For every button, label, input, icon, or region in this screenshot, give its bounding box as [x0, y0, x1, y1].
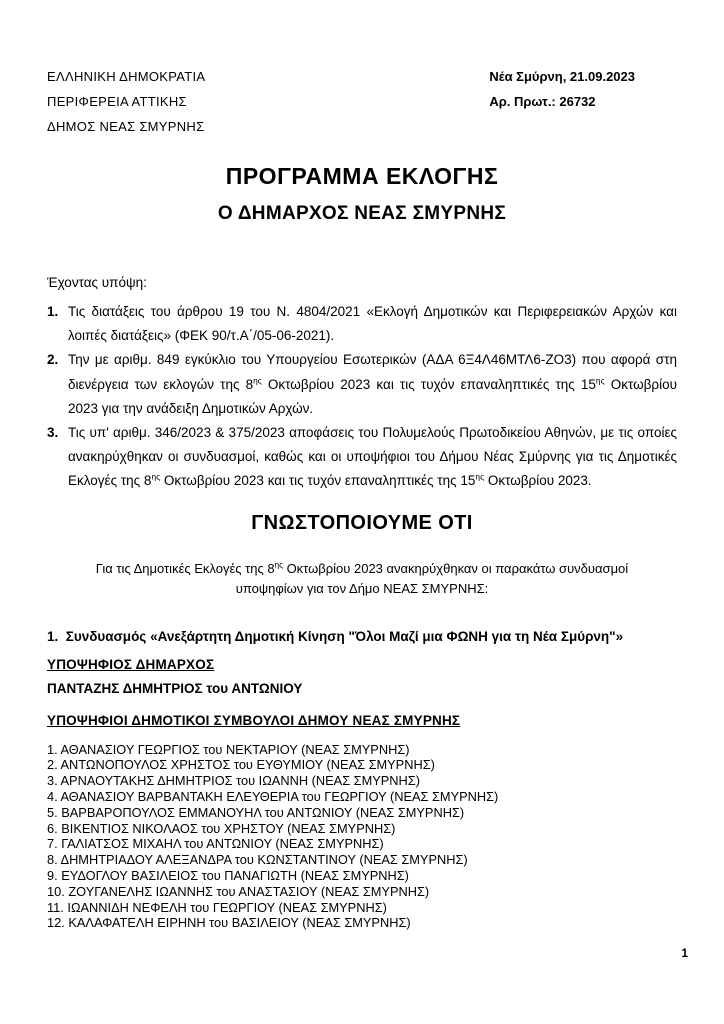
council-candidate-item: 12. ΚΑΛΑΦΑΤΕΛΗ ΕΙΡΗΝΗ του ΒΑΣΙΛΕΙΟΥ (ΝΕΑΣ ΣΜΥΡΝΗΣ) — [47, 915, 411, 931]
consideration-text: Τις υπ' αριθμ. 346/2023 & 375/2023 αποφάσεις του Πολυμελούς Πρωτοδικείου Αθηνών, με τις οποίες ανακηρύχθηκαν οι συνδυασμοί, καθώς και οι υποψήφιοι του Δήμου Νέας Σμύρνης για τις Δημοτικές Εκλογές της $8^{\eta\varsigma}$ Οκτωβρίου 2023 και τις τυχόν επαναληπτικές της $15^{\eta\varsigma}$ Οκτωβρίου 2023. — [68, 425, 677, 489]
council-candidate-item: 5. ΒΑΡΒΑΡΟΠΟΥΛΟΣ ΕΜΜΑΝΟΥΗΛ του ΑΝΤΩΝΙΟΥ (ΝΕΑΣ ΣΜΥΡΝΗΣ) — [47, 804, 465, 820]
council-candidate-item: 1. ΑΘΑΝΑΣΙΟΥ ΓΕΩΡΓΙΟΣ του ΝΕΚΤΑΡΙΟΥ (ΝΕΑΣ ΣΜΥΡΝΗΣ) — [47, 741, 410, 757]
consideration-item — [47, 300, 677, 348]
consideration-text: Τις διατάξεις του άρθρου 19 του Ν. 4804/2021 «Εκλογή Δημοτικών και Περιφερειακών Αρχών και λοιπές διατάξεις» (ΦΕΚ 90/τ.Α΄/05-06-2021). — [68, 304, 677, 344]
date-protocol-line: Αρ. Πρωτ.: 26732 — [489, 94, 596, 109]
combination-name-line: 1. Συνδυασμός «Ανεξάρτητη Δημοτική Κίνηση "Όλοι Μαζί μια ΦΩΝΗ για τη Νέα Σμύρνη"» — [47, 628, 624, 644]
document-subtitle: Ο ΔΗΜΑΡΧΟΣ ΝΕΑΣ ΣΜΥΡΝΗΣ — [217, 203, 507, 224]
council-candidate-item: 10. ΖΟΥΓΑΝΕΛΗΣ ΙΩΑΝΝΗΣ του ΑΝΑΣΤΑΣΙΟΥ (ΝΕΑΣ ΣΜΥΡΝΗΣ) — [47, 883, 430, 899]
announcement-heading: ΓΝΩΣΤΟΠΟΙΟΥΜΕ ΟΤΙ — [251, 511, 473, 534]
council-candidate-item: 11. ΙΩΑΝΝΙΔΗ ΝΕΦΕΛΗ του ΓΕΩΡΓΙΟΥ (ΝΕΑΣ ΣΜΥΡΝΗΣ) — [47, 899, 387, 915]
considerations-list — [47, 300, 677, 494]
issuing-authority-line: ΔΗΜΟΣ ΝΕΑΣ ΣΜΥΡΝΗΣ — [47, 119, 205, 134]
council-candidate-item: 6. ΒΙΚΕΝΤΙΟΣ ΝΙΚΟΛΑΟΣ του ΧΡΗΣΤΟΥ (ΝΕΑΣ ΣΜΥΡΝΗΣ) — [47, 820, 396, 836]
mayor-candidate-name: ΠΑΝΤΑΖΗΣ ΔΗΜΗΤΡΙΟΣ του ΑΝΤΩΝΙΟΥ — [47, 680, 303, 696]
council-candidate-item: 7. ΓΑΛΙΑΤΣΟΣ ΜΙΧΑΗΛ του ΑΝΤΩΝΙΟΥ (ΝΕΑΣ ΣΜΥΡΝΗΣ) — [47, 836, 384, 852]
consideration-item — [47, 421, 677, 494]
date-protocol-line: Νέα Σμύρνη, 21.09.2023 — [489, 69, 635, 84]
document-title: ΠΡΟΓΡΑΜΜΑ ΕΚΛΟΓΗΣ — [225, 163, 499, 189]
council-candidate-item: 8. ΔΗΜΗΤΡΙΑΔΟΥ ΑΛΕΞΑΝΔΡΑ του ΚΩΝΣΤΑΝΤΙΝΟΥ (ΝΕΑΣ ΣΜΥΡΝΗΣ) — [47, 852, 468, 868]
council-candidate-item: 4. ΑΘΑΝΑΣΙΟΥ ΒΑΡΒΑΝΤΑΚΗ ΕΛΕΥΘΕΡΙΑ του ΓΕΩΡΓΙΟΥ (ΝΕΑΣ ΣΜΥΡΝΗΣ) — [47, 789, 499, 805]
council-candidates-list — [47, 742, 677, 932]
issuing-authority-block — [47, 64, 205, 139]
consideration-text: Την με αριθμ. 849 εγκύκλιο του Υπουργείου Εσωτερικών (ΑΔΑ 6Ξ4Λ46ΜΤΛ6-ΖΟ3) που αφορά στη διενέργεια των εκλογών της $8^{\eta\varsigma}$ Οκτωβρίου 2023 και τις τυχόν επαναληπτικές της $15^{\eta\varsigma}$ Οκτωβρίου 2023 για την ανάδειξη Δημοτικών Αρχών. — [68, 352, 677, 416]
council-candidate-item: 2. ΑΝΤΩΝΟΠΟΥΛΟΣ ΧΡΗΣΤΟΣ του ΕΥΘΥΜΙΟΥ (ΝΕΑΣ ΣΜΥΡΝΗΣ) — [47, 757, 435, 773]
council-candidate-item: 9. ΕΥΔΟΓΛΟΥ ΒΑΣΙΛΕΙΟΣ του ΠΑΝΑΓΙΩΤΗ (ΝΕΑΣ ΣΜΥΡΝΗΣ) — [47, 868, 409, 883]
council-candidate-item: 3. ΑΡΝΑΟΥΤΑΚΗΣ ΔΗΜΗΤΡΙΟΣ του ΙΩΑΝΝΗ (ΝΕΑΣ ΣΜΥΡΝΗΣ) — [47, 773, 420, 789]
consideration-item — [47, 348, 677, 421]
announcement-paragraph: Για τις Δημοτικές Εκλογές της $8^{\eta\varsigma}$ Οκτωβρίου 2023 ανακηρύχθηκαν οι παρακάτω συνδυασμοί υποψηφίων για τον Δήμο ΝΕΑΣ ΣΜΥΡΝΗΣ: — [95, 560, 629, 596]
date-protocol-block — [489, 64, 635, 114]
document-header — [47, 64, 677, 139]
mayor-candidate-heading: ΥΠΟΨΗΦΙΟΣ ΔΗΜΑΡΧΟΣ — [47, 656, 215, 672]
page-number: 1 — [681, 946, 688, 960]
issuing-authority-line: ΕΛΛΗΝΙΚΗ ΔΗΜΟΚΡΑΤΙΑ — [47, 69, 206, 84]
having-regard-intro: Έχοντας υπόψη: — [47, 275, 147, 290]
council-candidates-heading: ΥΠΟΨΗΦΙΟΙ ΔΗΜΟΤΙΚΟΙ ΣΥΜΒΟΥΛΟΙ ΔΗΜΟΥ ΝΕΑΣ ΣΜΥΡΝΗΣ — [47, 712, 461, 728]
issuing-authority-line: ΠΕΡΙΦΕΡΕΙΑ ΑΤΤΙΚΗΣ — [47, 94, 187, 109]
